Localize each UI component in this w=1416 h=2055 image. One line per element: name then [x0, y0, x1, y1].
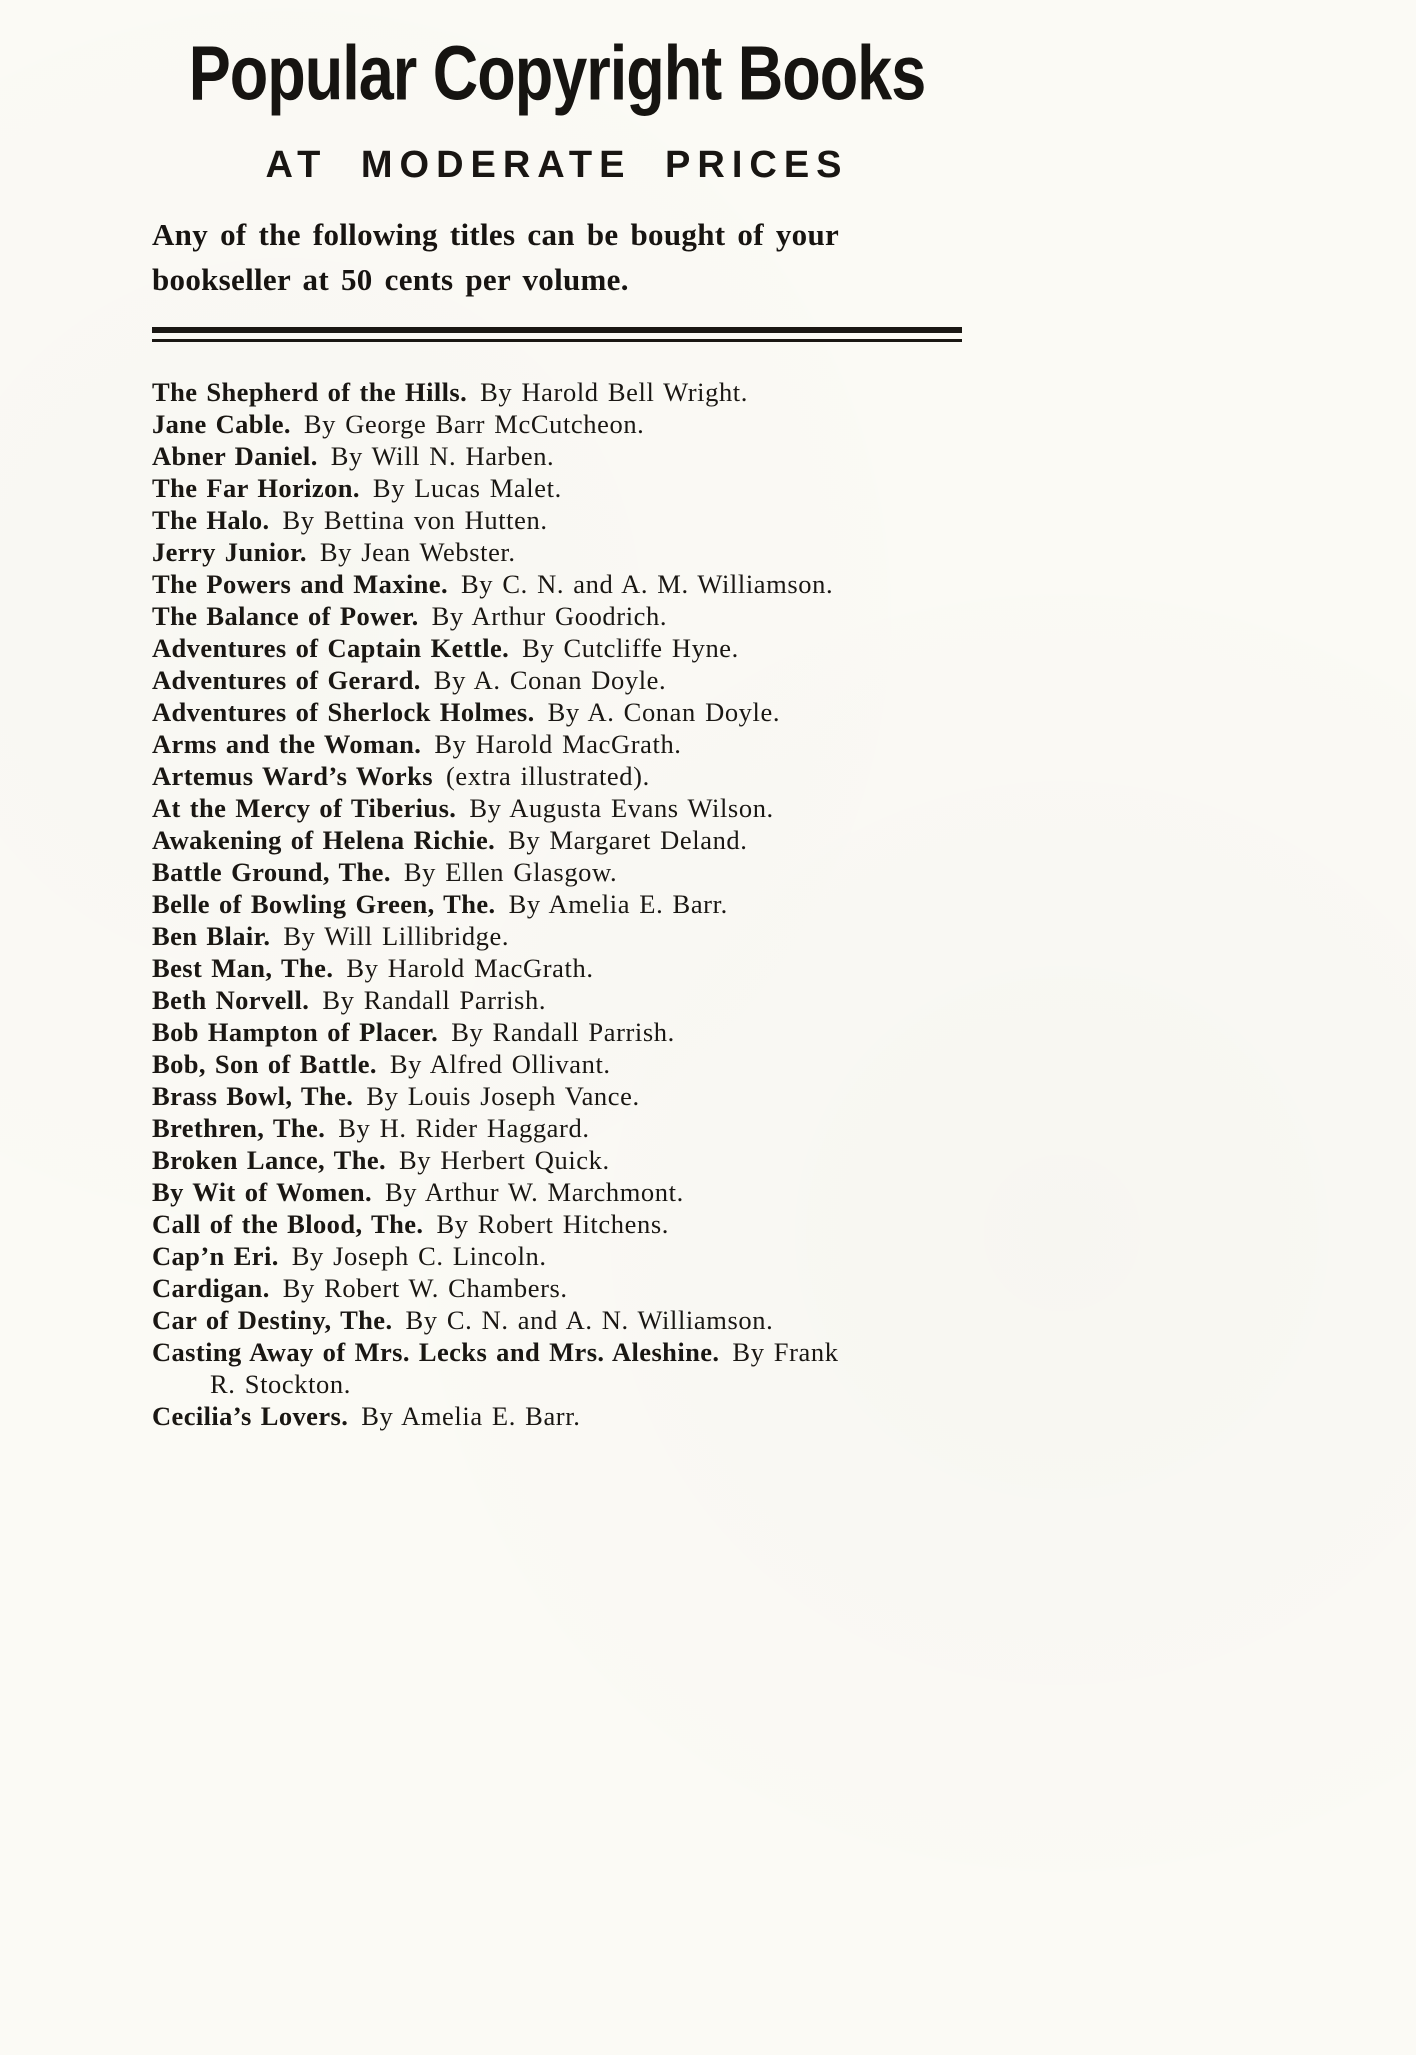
book-entry: [152, 632, 962, 664]
intro-text: Any of the following titles can be bought of your bookseller at 50 cents per volume.: [152, 217, 839, 297]
book-entry: [152, 856, 962, 888]
book-title: Bob Hampton of Placer.: [152, 1016, 439, 1047]
book-title: Jerry Junior.: [152, 536, 307, 567]
book-entry: [152, 920, 962, 952]
book-title: Ben Blair.: [152, 920, 271, 951]
book-author: By Alfred Ollivant.: [389, 1048, 611, 1079]
book-author: By Randall Parrish.: [451, 1016, 675, 1047]
book-title: Abner Daniel.: [152, 440, 318, 471]
book-author: By Lucas Malet.: [372, 472, 562, 503]
book-title: The Halo.: [152, 504, 270, 535]
book-entry: [152, 440, 962, 472]
book-author: By Bettina von Hutten.: [282, 504, 548, 535]
book-author: By Arthur Goodrich.: [431, 600, 668, 631]
book-title: Artemus Ward’s Works: [152, 760, 433, 791]
page-content: [152, 30, 962, 1432]
book-entry: [152, 728, 962, 760]
book-author-continuation: R. Stockton.: [210, 1368, 351, 1399]
book-author: By C. N. and A. N. Williamson.: [405, 1304, 774, 1335]
book-entry: [152, 1080, 962, 1112]
book-entry: [152, 600, 962, 632]
book-title: Adventures of Sherlock Holmes.: [152, 696, 535, 727]
book-entry: [152, 1240, 962, 1272]
book-title: Belle of Bowling Green, The.: [152, 888, 496, 919]
book-entry: [152, 824, 962, 856]
book-title: Bob, Son of Battle.: [152, 1048, 377, 1079]
book-entry: [152, 376, 962, 408]
book-author: By Will Lillibridge.: [283, 920, 510, 951]
book-entry: [152, 760, 962, 792]
book-author: By Randall Parrish.: [322, 984, 547, 1015]
book-entry: [152, 1144, 962, 1176]
book-title: Call of the Blood, The.: [152, 1208, 424, 1239]
book-author: By Robert W. Chambers.: [282, 1272, 568, 1303]
book-entry: [152, 568, 962, 600]
book-title: By Wit of Women.: [152, 1176, 373, 1207]
book-title: The Balance of Power.: [152, 600, 419, 631]
book-author: By Augusta Evans Wilson.: [469, 792, 774, 823]
page-title: Popular Copyright Books: [188, 31, 926, 117]
book-author: By Ellen Glasgow.: [403, 856, 618, 887]
book-title: Brass Bowl, The.: [152, 1080, 354, 1111]
book-entry: [152, 536, 962, 568]
book-title: Cap’n Eri.: [152, 1240, 279, 1271]
book-entry: [152, 1176, 962, 1208]
book-entry: [152, 504, 962, 536]
book-entry: [152, 696, 962, 728]
book-entry: [152, 1016, 962, 1048]
book-entry: [152, 1208, 962, 1240]
page-subtitle: AT MODERATE PRICES: [265, 144, 849, 186]
book-author: By Louis Joseph Vance.: [366, 1080, 640, 1111]
book-title: Broken Lance, The.: [152, 1144, 387, 1175]
book-author: By Frank: [732, 1336, 839, 1367]
book-title: Car of Destiny, The.: [152, 1304, 393, 1335]
book-entry: [152, 664, 962, 696]
book-author: By Amelia E. Barr.: [508, 888, 728, 919]
book-title: Battle Ground, The.: [152, 856, 391, 887]
book-entry: [152, 1112, 962, 1144]
title-wrap: [152, 30, 962, 134]
book-title: The Shepherd of the Hills.: [152, 376, 468, 407]
book-entry: [152, 984, 962, 1016]
book-title: Cardigan.: [152, 1272, 270, 1303]
book-author: By Margaret Deland.: [508, 824, 748, 855]
book-author: By Arthur W. Marchmont.: [385, 1176, 684, 1207]
book-entry: [152, 888, 962, 920]
book-author: (extra illustrated).: [445, 760, 650, 791]
book-title: Jane Cable.: [152, 408, 291, 439]
book-author: By A. Conan Doyle.: [433, 664, 667, 695]
book-author: By C. N. and A. M. Williamson.: [461, 568, 834, 599]
book-entry: [152, 1304, 962, 1336]
book-author: By Robert Hitchens.: [436, 1208, 669, 1239]
book-title: Beth Norvell.: [152, 984, 310, 1015]
book-entry: [152, 1272, 962, 1304]
book-list: [152, 376, 962, 1432]
book-entry: [152, 1048, 962, 1080]
book-author: By Jean Webster.: [319, 536, 516, 567]
book-author: By Harold Bell Wright.: [480, 376, 748, 407]
book-author: By Herbert Quick.: [399, 1144, 610, 1175]
book-entry: [152, 1336, 962, 1400]
book-title: Adventures of Gerard.: [152, 664, 421, 695]
book-title: Best Man, The.: [152, 952, 334, 983]
book-title: At the Mercy of Tiberius.: [152, 792, 457, 823]
book-entry: [152, 408, 962, 440]
book-title: The Far Horizon.: [152, 472, 360, 503]
book-author: By Amelia E. Barr.: [361, 1400, 581, 1431]
book-author: By Joseph C. Lincoln.: [291, 1240, 547, 1271]
book-author: By Cutcliffe Hyne.: [522, 632, 739, 663]
book-entry: [152, 1400, 962, 1432]
book-author: By George Barr McCutcheon.: [303, 408, 645, 439]
book-author: By A. Conan Doyle.: [547, 696, 781, 727]
book-title: Brethren, The.: [152, 1112, 326, 1143]
book-title: Awakening of Helena Richie.: [152, 824, 496, 855]
book-author: By Will N. Harben.: [330, 440, 555, 471]
book-title: Adventures of Captain Kettle.: [152, 632, 510, 663]
book-entry: [152, 792, 962, 824]
book-author: By Harold MacGrath.: [434, 728, 682, 759]
double-rule-divider: [152, 327, 962, 342]
book-title: Casting Away of Mrs. Lecks and Mrs. Aleshine.: [152, 1336, 720, 1367]
book-author: By Harold MacGrath.: [346, 952, 594, 983]
book-entry: [152, 952, 962, 984]
book-entry: [152, 472, 962, 504]
book-title: Arms and the Woman.: [152, 728, 422, 759]
book-title: Cecilia’s Lovers.: [152, 1400, 349, 1431]
book-title: The Powers and Maxine.: [152, 568, 448, 599]
book-author: By H. Rider Haggard.: [338, 1112, 590, 1143]
